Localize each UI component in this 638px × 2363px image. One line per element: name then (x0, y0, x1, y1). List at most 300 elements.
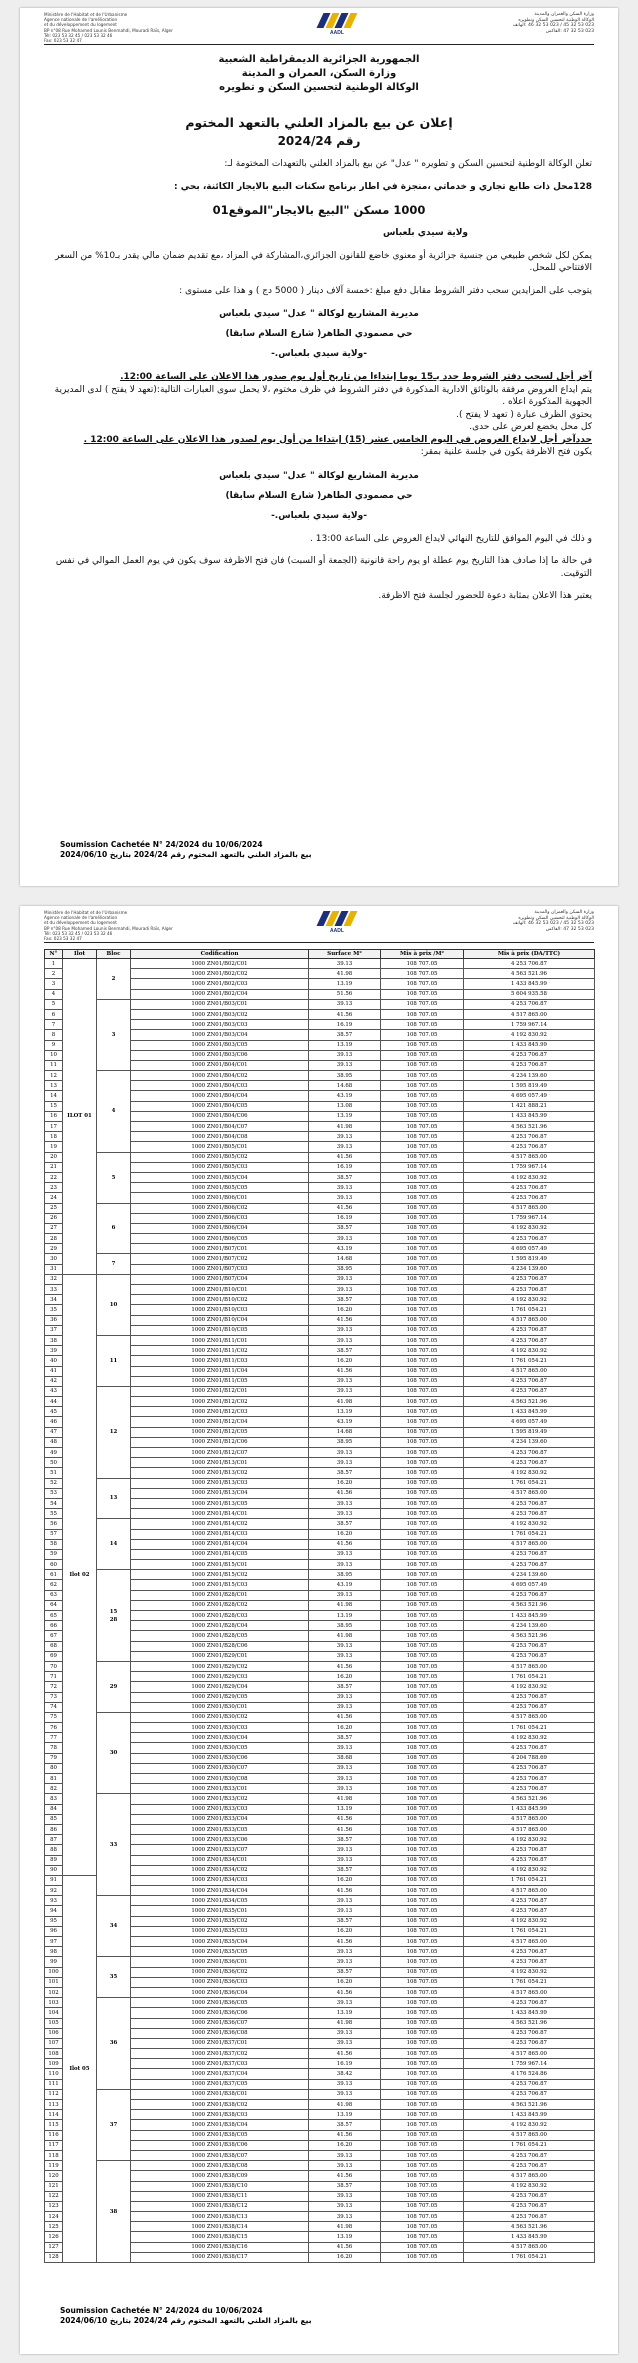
cell-price-per-m2: 108 707.05 (381, 2049, 464, 2059)
cell-number: 8 (45, 1030, 63, 1040)
cell-price-per-m2: 108 707.05 (381, 2161, 464, 2171)
cell-total-price: 1 761 054.21 (464, 1875, 595, 1885)
cell-number: 47 (45, 1427, 63, 1437)
table-row (45, 1661, 595, 1671)
cell-number: 9 (45, 1040, 63, 1050)
cell-number: 26 (45, 1213, 63, 1223)
cell-price-per-m2: 108 707.05 (381, 1498, 464, 1508)
cell-codification: 1000 ZN01/B04/C05 (131, 1101, 309, 1111)
cell-surface: 38.57 (309, 2181, 381, 2191)
cell-surface: 41.56 (309, 1366, 381, 1376)
cell-total-price: 4 253 706.87 (464, 1183, 595, 1193)
cell-surface: 41.56 (309, 1152, 381, 1162)
cell-codification: 1000 ZN01/B36/C06 (131, 2008, 309, 2018)
cell-surface: 14.68 (309, 1427, 381, 1437)
cell-price-per-m2: 108 707.05 (381, 2130, 464, 2140)
lots-table-body (45, 959, 595, 2263)
cell-price-per-m2: 108 707.05 (381, 2069, 464, 2079)
cell-price-per-m2: 108 707.05 (381, 1529, 464, 1539)
cell-price-per-m2: 108 707.05 (381, 1886, 464, 1896)
cell-codification: 1000 ZN01/B29/C02 (131, 1661, 309, 1671)
opening-directorate-street: حي مصمودي الطاهر( شارع السلام سابقا) (225, 490, 413, 501)
table-row (45, 959, 595, 969)
cell-total-price: 4 253 706.87 (464, 1509, 595, 1519)
cell-codification: 1000 ZN01/B38/C15 (131, 2232, 309, 2242)
ministry-block (20, 53, 618, 95)
cell-bloc: 29 (97, 1661, 131, 1712)
cell-number: 108 (45, 2049, 63, 2059)
cell-price-per-m2: 108 707.05 (381, 969, 464, 979)
cell-price-per-m2: 108 707.05 (381, 1111, 464, 1121)
cell-codification: 1000 ZN01/B29/C01 (131, 1651, 309, 1661)
cell-codification: 1000 ZN01/B38/C06 (131, 2140, 309, 2150)
cell-surface: 16.20 (309, 1529, 381, 1539)
cell-price-per-m2: 108 707.05 (381, 1325, 464, 1335)
cell-price-per-m2: 108 707.05 (381, 959, 464, 969)
cell-codification: 1000 ZN01/B38/C01 (131, 2089, 309, 2099)
cell-number: 30 (45, 1254, 63, 1264)
cell-number: 29 (45, 1244, 63, 1254)
cell-total-price: 4 253 706.87 (464, 1702, 595, 1712)
cell-total-price: 4 517 865.00 (464, 1203, 595, 1213)
cell-number: 6 (45, 1009, 63, 1019)
cell-number: 38 (45, 1335, 63, 1345)
cell-surface: 39.13 (309, 1560, 381, 1570)
letterhead-left-line: Ministère de l'Habitat et de l'Urbanisme (44, 910, 128, 915)
cell-price-per-m2: 108 707.05 (381, 2079, 464, 2089)
table-row (45, 1254, 595, 1264)
cell-codification: 1000 ZN01/B12/C03 (131, 1407, 309, 1417)
letterhead-left-line: Tél: 023 53 32 45 / 023 53 32 46 (44, 32, 113, 38)
page2-footer (60, 2306, 312, 2326)
cell-surface: 39.13 (309, 1448, 381, 1458)
cell-price-per-m2: 108 707.05 (381, 1906, 464, 1916)
cell-codification: 1000 ZN01/B30/C01 (131, 1702, 309, 1712)
cell-number: 43 (45, 1386, 63, 1396)
cell-surface: 16.19 (309, 1020, 381, 1030)
cell-codification: 1000 ZN01/B14/C02 (131, 1519, 309, 1529)
cell-total-price: 4 253 706.87 (464, 1448, 595, 1458)
cell-price-per-m2: 108 707.05 (381, 1468, 464, 1478)
cell-number: 22 (45, 1172, 63, 1182)
cell-ilot: Ilot 02 (63, 1274, 97, 1875)
cell-total-price: 1 595 819.49 (464, 1427, 595, 1437)
cell-total-price: 4 253 706.87 (464, 1784, 595, 1794)
footer-line-ar: بيع بالمزاد العلني بالتعهد المختوم رقم 2024/24 بتاريخ 2024/06/10 (60, 850, 312, 859)
cell-codification: 1000 ZN01/B04/C06 (131, 1111, 309, 1121)
cell-surface: 41.56 (309, 1203, 381, 1213)
cell-price-per-m2: 108 707.05 (381, 1285, 464, 1295)
cell-total-price: 4 517 865.00 (464, 2171, 595, 2181)
cell-number: 25 (45, 1203, 63, 1213)
cell-price-per-m2: 108 707.05 (381, 2191, 464, 2201)
letterhead (44, 906, 594, 943)
cell-price-per-m2: 108 707.05 (381, 1600, 464, 1610)
cell-codification: 1000 ZN01/B30/C08 (131, 1774, 309, 1784)
cell-price-per-m2: 108 707.05 (381, 2100, 464, 2110)
cell-total-price: 4 253 706.87 (464, 959, 595, 969)
letterhead-left (44, 910, 214, 941)
cell-codification: 1000 ZN01/B04/C04 (131, 1091, 309, 1101)
cell-codification: 1000 ZN01/B13/C01 (131, 1458, 309, 1468)
cell-price-per-m2: 108 707.05 (381, 1244, 464, 1254)
directorate-wilaya: -ولاية سيدي بلعباس.- (271, 349, 367, 359)
cell-codification: 1000 ZN01/B10/C03 (131, 1305, 309, 1315)
bid-deadline: حددآخر أجل لايداع العروض في اليوم الخامس عشر (15) إبتداءا من أول يوم لصدور هذا الاعلان على الساعة 12:00 . (83, 434, 592, 445)
cell-price-per-m2: 108 707.05 (381, 1122, 464, 1132)
cell-surface: 41.56 (309, 1712, 381, 1722)
cell-surface: 39.13 (309, 2212, 381, 2222)
cell-total-price: 4 192 830.92 (464, 1733, 595, 1743)
cell-price-per-m2: 108 707.05 (381, 1763, 464, 1773)
cell-codification: 1000 ZN01/B05/C04 (131, 1172, 309, 1182)
cell-codification: 1000 ZN01/B04/C08 (131, 1132, 309, 1142)
cell-price-per-m2: 108 707.05 (381, 2028, 464, 2038)
cell-price-per-m2: 108 707.05 (381, 1009, 464, 1019)
cell-price-per-m2: 108 707.05 (381, 2038, 464, 2048)
cell-number: 35 (45, 1305, 63, 1315)
cell-surface: 13.19 (309, 2232, 381, 2242)
cell-codification: 1000 ZN01/B33/C04 (131, 1814, 309, 1824)
cell-surface: 39.13 (309, 1743, 381, 1753)
cell-price-per-m2: 108 707.05 (381, 1254, 464, 1264)
cell-codification: 1000 ZN01/B37/C02 (131, 2049, 309, 2059)
cell-total-price: 4 253 706.87 (464, 2150, 595, 2160)
cell-price-per-m2: 108 707.05 (381, 1712, 464, 1722)
cell-total-price: 1 761 054.21 (464, 1723, 595, 1733)
cell-total-price: 4 563 521.96 (464, 1794, 595, 1804)
cell-price-per-m2: 108 707.05 (381, 1621, 464, 1631)
cell-price-per-m2: 108 707.05 (381, 2222, 464, 2232)
cell-number: 68 (45, 1641, 63, 1651)
cell-number: 93 (45, 1896, 63, 1906)
cell-number: 77 (45, 1733, 63, 1743)
cell-total-price: 4 253 706.87 (464, 1947, 595, 1957)
table-header-row (45, 950, 595, 959)
col-header-ilot: Ilot (63, 950, 97, 959)
cell-price-per-m2: 108 707.05 (381, 2212, 464, 2222)
cell-codification: 1000 ZN01/B30/C04 (131, 1733, 309, 1743)
cell-number: 16 (45, 1111, 63, 1121)
cell-codification: 1000 ZN01/B05/C01 (131, 1142, 309, 1152)
cell-surface: 13.19 (309, 1111, 381, 1121)
cell-codification: 1000 ZN01/B28/C01 (131, 1590, 309, 1600)
cell-number: 42 (45, 1376, 63, 1386)
lots-table-page (20, 906, 618, 2354)
cell-codification: 1000 ZN01/B02/C04 (131, 989, 309, 999)
cell-total-price: 4 176 524.86 (464, 2069, 595, 2079)
cell-price-per-m2: 108 707.05 (381, 1264, 464, 1274)
cell-total-price: 4 192 830.92 (464, 1223, 595, 1233)
cell-total-price: 1 759 967.14 (464, 1213, 595, 1223)
cell-price-per-m2: 108 707.05 (381, 1661, 464, 1671)
cell-total-price: 4 253 706.87 (464, 2212, 595, 2222)
cell-codification: 1000 ZN01/B11/C02 (131, 1346, 309, 1356)
cell-total-price: 4 563 521.96 (464, 2100, 595, 2110)
cell-codification: 1000 ZN01/B28/C02 (131, 1600, 309, 1610)
cell-total-price: 4 253 706.87 (464, 999, 595, 1009)
cell-codification: 1000 ZN01/B34/C04 (131, 1886, 309, 1896)
cell-codification: 1000 ZN01/B38/C13 (131, 2212, 309, 2222)
letterhead-left-line: Fax: 023 53 32 47 (44, 936, 82, 942)
cell-total-price: 4 192 830.92 (464, 1172, 595, 1182)
cell-price-per-m2: 108 707.05 (381, 2120, 464, 2130)
submission-paragraph: يتم ايداع العروض مرفقة بالوثائق الادارية المذكورة في دفتر الشروط في ظرف مختوم ،لا يحمل سوى العبارات التالية:(تعهد لا يفتح ) لدى المديرية الجهوية المذكورة اعلاه . (54, 384, 592, 407)
cell-number: 57 (45, 1529, 63, 1539)
table-row (45, 999, 595, 1009)
cell-surface: 41.56 (309, 1539, 381, 1549)
opening-directorate-name: مديرية المشاريع لوكالة " عدل" سيدي بلعباس (219, 470, 419, 481)
cell-bloc: 13 (97, 1478, 131, 1519)
cell-number: 5 (45, 999, 63, 1009)
cell-surface: 38.57 (309, 1682, 381, 1692)
cell-surface: 39.13 (309, 1050, 381, 1060)
cell-total-price: 4 517 865.00 (464, 1152, 595, 1162)
page1-footer (60, 840, 312, 860)
cell-price-per-m2: 108 707.05 (381, 1050, 464, 1060)
cell-surface: 38.57 (309, 1172, 381, 1182)
cell-surface: 39.13 (309, 1060, 381, 1070)
cell-total-price: 1 759 967.14 (464, 2059, 595, 2069)
letterhead-left-line: BP n°08 Rue Mohamed Lounis Benmahdi, Mouradi Raïs, Alger (44, 27, 173, 33)
letterhead-right-line: الوكالة الوطنية لتحسين السكن وتطويره (518, 915, 594, 921)
cell-surface: 39.13 (309, 2079, 381, 2089)
cell-surface: 39.13 (309, 1590, 381, 1600)
cell-number: 116 (45, 2130, 63, 2140)
cell-surface: 39.13 (309, 1641, 381, 1651)
cell-number: 10 (45, 1050, 63, 1060)
cell-price-per-m2: 108 707.05 (381, 1040, 464, 1050)
cell-total-price: 1 433 845.99 (464, 2110, 595, 2120)
cell-total-price: 4 253 706.87 (464, 1774, 595, 1784)
letterhead-right-line: 023 53 32 47 :الفاكس (545, 926, 594, 932)
cell-codification: 1000 ZN01/B36/C08 (131, 2028, 309, 2038)
cell-codification: 1000 ZN01/B10/C04 (131, 1315, 309, 1325)
cell-surface: 38.95 (309, 1621, 381, 1631)
cell-codification: 1000 ZN01/B36/C02 (131, 1967, 309, 1977)
letterhead-left-line: Fax: 023 53 32 47 (44, 38, 82, 44)
letterhead-right-line: 023 53 32 45 / 023 53 32 46 :الهاتف (512, 921, 594, 927)
cell-number: 45 (45, 1407, 63, 1417)
cell-price-per-m2: 108 707.05 (381, 1478, 464, 1488)
cell-codification: 1000 ZN01/B33/C07 (131, 1845, 309, 1855)
cell-number: 113 (45, 2100, 63, 2110)
cell-total-price: 4 563 521.96 (464, 1122, 595, 1132)
cell-price-per-m2: 108 707.05 (381, 1896, 464, 1906)
cell-total-price: 4 192 830.92 (464, 1916, 595, 1926)
cell-number: 54 (45, 1498, 63, 1508)
cell-price-per-m2: 108 707.05 (381, 1824, 464, 1834)
cell-codification: 1000 ZN01/B14/C03 (131, 1529, 309, 1539)
cell-number: 28 (45, 1234, 63, 1244)
letterhead-right (444, 910, 594, 932)
cell-codification: 1000 ZN01/B02/C01 (131, 959, 309, 969)
cell-total-price: 4 192 830.92 (464, 1030, 595, 1040)
cell-number: 94 (45, 1906, 63, 1916)
cell-price-per-m2: 108 707.05 (381, 1427, 464, 1437)
cell-price-per-m2: 108 707.05 (381, 1071, 464, 1081)
cell-ilot: ILOT 01 (63, 959, 97, 1275)
cell-total-price: 4 253 706.87 (464, 1641, 595, 1651)
cell-surface: 16.20 (309, 2252, 381, 2262)
ministry-line: الوكالة الوطنية لتحسين السكن و تطويره (219, 82, 419, 93)
cell-codification: 1000 ZN01/B38/C16 (131, 2242, 309, 2252)
col-header-total-price: Mis à prix (DA/TTC) (464, 950, 595, 959)
cell-price-per-m2: 108 707.05 (381, 1977, 464, 1987)
cell-codification: 1000 ZN01/B38/C09 (131, 2171, 309, 2181)
announcement-title: إعلان عن بيع بالمزاد العلني بالتعهد المختوم (185, 115, 453, 130)
cell-number: 55 (45, 1509, 63, 1519)
cell-price-per-m2: 108 707.05 (381, 1672, 464, 1682)
cell-surface: 39.13 (309, 2201, 381, 2211)
table-row (45, 1896, 595, 1906)
cell-surface: 41.56 (309, 1987, 381, 1997)
table-row (45, 1998, 595, 2008)
col-header-bloc: Bloc (97, 950, 131, 959)
cell-total-price: 4 517 865.00 (464, 1009, 595, 1019)
cell-total-price: 4 517 865.00 (464, 1661, 595, 1671)
cell-codification: 1000 ZN01/B05/C05 (131, 1183, 309, 1193)
cell-codification: 1000 ZN01/B12/C04 (131, 1417, 309, 1427)
cell-surface: 39.13 (309, 2089, 381, 2099)
letterhead-left-line: Ministère de l'Habitat et de l'Urbanisme (44, 12, 128, 17)
cell-codification: 1000 ZN01/B30/C02 (131, 1712, 309, 1722)
announcement-number: رقم 2024/24 (277, 134, 361, 148)
cell-codification: 1000 ZN01/B12/C05 (131, 1427, 309, 1437)
cell-number: 4 (45, 989, 63, 999)
cell-number: 69 (45, 1651, 63, 1661)
cell-total-price: 4 192 830.92 (464, 1468, 595, 1478)
cell-price-per-m2: 108 707.05 (381, 1784, 464, 1794)
cell-price-per-m2: 108 707.05 (381, 1957, 464, 1967)
cell-number: 100 (45, 1967, 63, 1977)
cell-total-price: 4 253 706.87 (464, 1845, 595, 1855)
cell-surface: 39.13 (309, 999, 381, 1009)
cell-surface: 39.13 (309, 1132, 381, 1142)
cell-surface: 41.56 (309, 1886, 381, 1896)
cell-bloc: 2 (97, 959, 131, 1000)
letterhead-right (444, 12, 594, 34)
cell-total-price: 1 761 054.21 (464, 1672, 595, 1682)
cell-price-per-m2: 108 707.05 (381, 1437, 464, 1447)
cell-price-per-m2: 108 707.05 (381, 1865, 464, 1875)
cell-total-price: 4 695 057.49 (464, 1417, 595, 1427)
cell-total-price: 1 595 819.49 (464, 1254, 595, 1264)
cell-codification: 1000 ZN01/B38/C07 (131, 2150, 309, 2160)
cell-number: 88 (45, 1845, 63, 1855)
cell-codification: 1000 ZN01/B35/C01 (131, 1906, 309, 1916)
cell-codification: 1000 ZN01/B06/C01 (131, 1193, 309, 1203)
cell-surface: 16.19 (309, 2059, 381, 2069)
cell-total-price: 4 517 865.00 (464, 1886, 595, 1896)
cell-number: 99 (45, 1957, 63, 1967)
cell-number: 75 (45, 1712, 63, 1722)
cell-surface: 38.95 (309, 1437, 381, 1447)
cell-surface: 41.56 (309, 1937, 381, 1947)
cell-codification: 1000 ZN01/B33/C06 (131, 1835, 309, 1845)
cell-price-per-m2: 108 707.05 (381, 1081, 464, 1091)
cell-total-price: 4 253 706.87 (464, 1651, 595, 1661)
cell-total-price: 1 433 845.99 (464, 979, 595, 989)
letterhead-right-line: وزارة السكن والعمران والمدينة (534, 910, 594, 915)
cell-surface: 41.56 (309, 1824, 381, 1834)
cell-number: 50 (45, 1458, 63, 1468)
col-header-price-per-m2: Mis à prix /M² (381, 950, 464, 959)
cell-surface: 38.68 (309, 1753, 381, 1763)
cell-codification: 1000 ZN01/B14/C04 (131, 1539, 309, 1549)
cell-bloc: 33 (97, 1794, 131, 1896)
cell-price-per-m2: 108 707.05 (381, 1845, 464, 1855)
cell-codification: 1000 ZN01/B30/C05 (131, 1743, 309, 1753)
cell-surface: 41.56 (309, 1315, 381, 1325)
cell-surface: 38.57 (309, 1733, 381, 1743)
cell-surface: 16.19 (309, 1162, 381, 1172)
cell-price-per-m2: 108 707.05 (381, 999, 464, 1009)
cell-price-per-m2: 108 707.05 (381, 1509, 464, 1519)
cell-price-per-m2: 108 707.05 (381, 1539, 464, 1549)
cell-total-price: 4 253 706.87 (464, 1498, 595, 1508)
cell-price-per-m2: 108 707.05 (381, 1488, 464, 1498)
cell-surface: 43.19 (309, 1580, 381, 1590)
cell-codification: 1000 ZN01/B33/C03 (131, 1804, 309, 1814)
cell-surface: 43.19 (309, 1417, 381, 1427)
cell-codification: 1000 ZN01/B36/C05 (131, 1998, 309, 2008)
per-shop-note: كل محل يخضع لعرض على حدى. (469, 422, 592, 432)
cell-number: 19 (45, 1142, 63, 1152)
cell-total-price: 4 253 706.87 (464, 1855, 595, 1865)
cell-total-price: 4 563 521.96 (464, 2222, 595, 2232)
cell-price-per-m2: 108 707.05 (381, 1580, 464, 1590)
cell-surface: 39.13 (309, 1193, 381, 1203)
cell-surface: 39.13 (309, 1784, 381, 1794)
cell-surface: 38.57 (309, 1223, 381, 1233)
logo-text: AADL (330, 30, 344, 36)
cell-surface: 16.20 (309, 1875, 381, 1885)
letterhead-left-line: BP n°08 Rue Mohamed Lounis Benmahdi, Mouradi Raïs, Alger (44, 925, 173, 931)
cell-codification: 1000 ZN01/B10/C02 (131, 1295, 309, 1305)
table-row (45, 1071, 595, 1081)
cell-codification: 1000 ZN01/B38/C03 (131, 2110, 309, 2120)
cell-price-per-m2: 108 707.05 (381, 1590, 464, 1600)
cell-surface: 39.13 (309, 1763, 381, 1773)
cell-number: 80 (45, 1763, 63, 1773)
cell-price-per-m2: 108 707.05 (381, 1967, 464, 1977)
cell-bloc: 7 (97, 1254, 131, 1274)
cell-number: 78 (45, 1743, 63, 1753)
cell-price-per-m2: 108 707.05 (381, 1152, 464, 1162)
cell-price-per-m2: 108 707.05 (381, 989, 464, 999)
cell-surface: 38.57 (309, 1030, 381, 1040)
cell-number: 1 (45, 959, 63, 969)
cell-total-price: 4 253 706.87 (464, 1590, 595, 1600)
footer-line-ar: بيع بالمزاد العلني بالتعهد المختوم رقم 2024/24 بتاريخ 2024/06/10 (60, 2316, 312, 2325)
cell-surface: 39.13 (309, 1142, 381, 1152)
cell-surface: 39.13 (309, 1183, 381, 1193)
cell-codification: 1000 ZN01/B10/C05 (131, 1325, 309, 1335)
cell-surface: 38.95 (309, 1264, 381, 1274)
directorate-name: مديرية المشاريع لوكالة " عدل" سيدي بلعباس (219, 309, 419, 319)
cell-number: 95 (45, 1916, 63, 1926)
letterhead-right-line: الوكالة الوطنية لتحسين السكن وتطويره (518, 17, 594, 23)
cell-codification: 1000 ZN01/B28/C05 (131, 1631, 309, 1641)
cell-codification: 1000 ZN01/B28/C06 (131, 1641, 309, 1651)
opening-date-paragraph: و ذلك في اليوم الموافق للتاريخ النهائي لايداع العروض على الساعة 13:00 . (310, 533, 592, 544)
cell-total-price: 5 604 935.58 (464, 989, 595, 999)
cell-price-per-m2: 108 707.05 (381, 2140, 464, 2150)
cell-price-per-m2: 108 707.05 (381, 1855, 464, 1865)
cell-price-per-m2: 108 707.05 (381, 2059, 464, 2069)
cell-codification: 1000 ZN01/B07/C03 (131, 1264, 309, 1274)
